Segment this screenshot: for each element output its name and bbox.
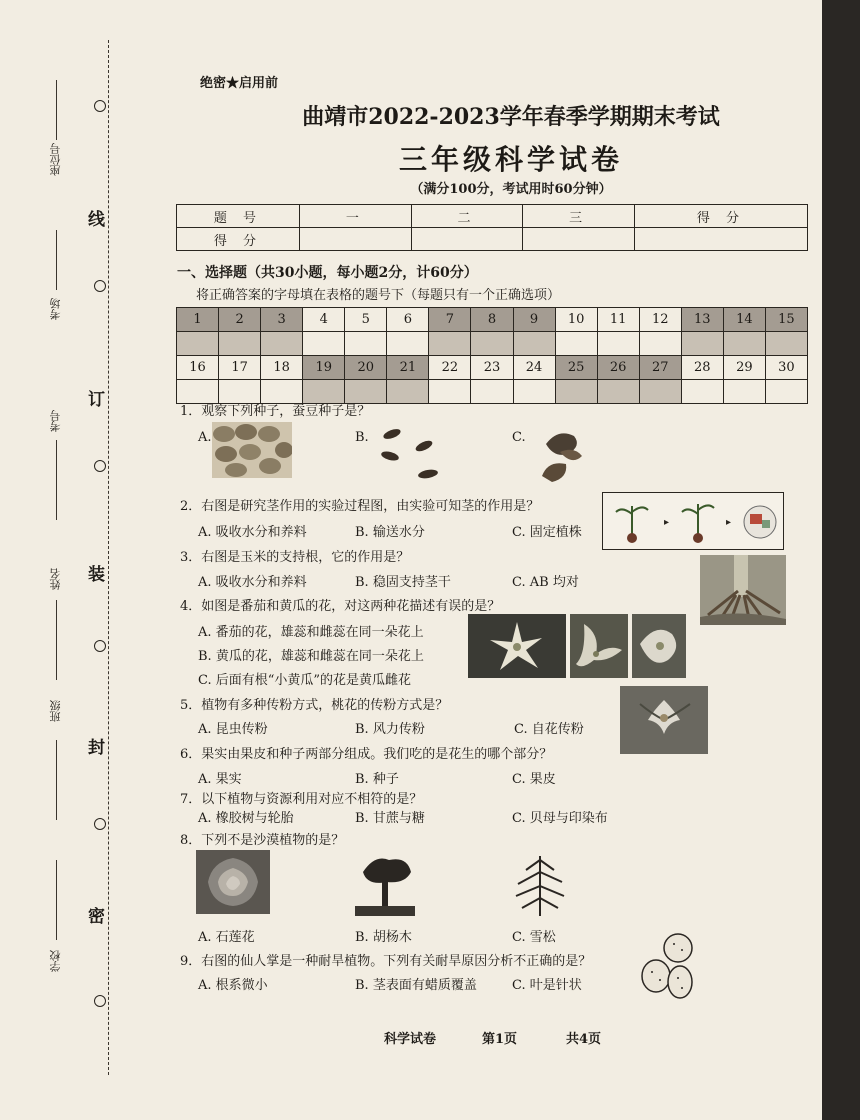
corn-prop-root-image	[700, 555, 786, 629]
score-table-score-row	[177, 228, 808, 251]
answer-cell[interactable]	[555, 332, 597, 356]
class-label: 班级	[49, 700, 62, 722]
answer-cell[interactable]	[723, 332, 765, 356]
answer-number: 27	[639, 356, 681, 380]
question-2: 2．右图是研究茎作用的实验过程图，由实验可知茎的作用是？	[180, 499, 540, 514]
binding-hole	[94, 100, 106, 112]
answer-cell[interactable]	[471, 380, 513, 404]
binding-char: 线	[88, 210, 105, 230]
score-table-cell: 三	[523, 205, 635, 228]
cucumber-flower-image	[570, 614, 628, 682]
class-field[interactable]	[56, 740, 57, 820]
answer-number-row	[177, 308, 808, 332]
binding-char: 装	[88, 565, 105, 585]
score-table-cell: 得 分	[635, 205, 808, 228]
binding-char: 订	[88, 390, 105, 410]
question-9: 9．右图的仙人掌是一种耐旱植物。下列有关耐旱原因分析不正确的是？	[180, 954, 592, 969]
answer-number: 25	[555, 356, 597, 380]
exam-number-field[interactable]	[56, 440, 57, 520]
answer-number: 28	[681, 356, 723, 380]
answer-number: 6	[387, 308, 429, 332]
seat-number-label: 座位号	[49, 143, 62, 176]
answer-number: 30	[765, 356, 807, 380]
option-c: C. 叶是针状	[512, 978, 582, 993]
seed-image-c	[538, 424, 588, 488]
answer-number: 10	[555, 308, 597, 332]
answer-cell[interactable]	[597, 332, 639, 356]
name-field[interactable]	[56, 600, 57, 680]
tomato-flower-image	[468, 614, 566, 682]
answer-number: 9	[513, 308, 555, 332]
answer-cell[interactable]	[261, 332, 303, 356]
answer-number: 16	[177, 356, 219, 380]
option-b: B. 稳固支持茎干	[355, 575, 451, 590]
option-a: A. 橡胶树与轮胎	[198, 811, 294, 826]
answer-number: 29	[723, 356, 765, 380]
score-entry-cell[interactable]	[523, 228, 635, 251]
question-6: 6．果实由果皮和种子两部分组成。我们吃的是花生的哪个部分？	[180, 747, 553, 762]
answer-number: 14	[723, 308, 765, 332]
answer-number: 23	[471, 356, 513, 380]
answer-number: 15	[765, 308, 807, 332]
footer-subject: 科学试卷	[384, 1032, 437, 1047]
option-b: B. 茎表面有蜡质覆盖	[355, 978, 477, 993]
binding-hole	[94, 460, 106, 472]
answer-table	[176, 307, 808, 404]
question-4: 4．如图是番茄和黄瓜的花，对这两种花描述有误的是？	[180, 599, 501, 614]
answer-cell[interactable]	[765, 380, 807, 404]
answer-cell[interactable]	[639, 332, 681, 356]
option-b: B. 输送水分	[355, 525, 425, 540]
broad-bean-seeds-image	[212, 422, 292, 482]
answer-number: 7	[429, 308, 471, 332]
answer-cell[interactable]	[555, 380, 597, 404]
section-title: 一、选择题（共30小题，每小题2分，计60分）	[177, 265, 478, 281]
scan-edge	[822, 0, 860, 1120]
footer-total: 共4页	[566, 1032, 602, 1047]
exam-number-label: 考号	[49, 410, 62, 432]
answer-cell[interactable]	[219, 332, 261, 356]
answer-number: 11	[597, 308, 639, 332]
answer-cell[interactable]	[345, 332, 387, 356]
answer-cell[interactable]	[723, 380, 765, 404]
option-c: C. 固定植株	[512, 525, 582, 540]
answer-number: 8	[471, 308, 513, 332]
score-table-cell: 二	[411, 205, 523, 228]
seat-number-field[interactable]	[56, 80, 57, 140]
option-c: C. 自花传粉	[514, 722, 584, 737]
option-b: B. 甘蔗与糖	[355, 811, 425, 826]
answer-number: 21	[387, 356, 429, 380]
stone-lotus-image	[196, 850, 270, 918]
answer-cell[interactable]	[471, 332, 513, 356]
score-table-cell: 得 分	[177, 228, 300, 251]
option-b: B. 风力传粉	[355, 722, 425, 737]
option-a: A.	[198, 430, 212, 445]
school-label: 学校	[49, 950, 62, 972]
answer-number: 3	[261, 308, 303, 332]
answer-cell[interactable]	[639, 380, 681, 404]
answer-cell[interactable]	[597, 380, 639, 404]
option-a: A. 石莲花	[198, 930, 255, 945]
score-entry-cell[interactable]	[411, 228, 523, 251]
cedar-tree-image	[508, 850, 572, 922]
answer-cell[interactable]	[177, 332, 219, 356]
option-b: B. 黄瓜的花，雄蕊和雌蕊在同一朵花上	[198, 649, 424, 664]
question-5: 5．植物有多种传粉方式，桃花的传粉方式是？	[180, 698, 449, 713]
answer-number-row	[177, 356, 808, 380]
section-instruction: 将正确答案的字母填在表格的题号下（每题只有一个正确选项）	[196, 288, 561, 303]
answer-cell[interactable]	[513, 332, 555, 356]
option-a: A. 昆虫传粉	[198, 722, 268, 737]
answer-number: 12	[639, 308, 681, 332]
name-label: 姓名	[49, 568, 62, 590]
option-a: A. 吸收水分和养料	[198, 575, 307, 590]
stem-experiment-diagram	[602, 492, 784, 554]
question-8: 8．下列不是沙漠植物的是？	[180, 833, 345, 848]
score-entry-cell[interactable]	[635, 228, 808, 251]
answer-cell[interactable]	[681, 332, 723, 356]
svg-text:▸: ▸	[726, 517, 732, 528]
answer-number: 17	[219, 356, 261, 380]
answer-number: 19	[303, 356, 345, 380]
footer-page: 第1页	[482, 1032, 518, 1047]
answer-number: 24	[513, 356, 555, 380]
option-c: C.	[512, 430, 526, 445]
question-3: 3．右图是玉米的支持根，它的作用是？	[180, 550, 410, 565]
option-b: B. 种子	[355, 772, 399, 787]
answer-cell[interactable]	[513, 380, 555, 404]
score-table-header-row	[177, 205, 808, 228]
question-7: 7．以下植物与资源利用对应不相符的是？	[180, 792, 423, 807]
option-b: B.	[355, 430, 369, 445]
binding-hole	[94, 640, 106, 652]
binding-char: 封	[88, 738, 105, 758]
score-entry-cell[interactable]	[300, 228, 412, 251]
answer-cell[interactable]	[303, 332, 345, 356]
cactus-image	[636, 930, 698, 1010]
score-table-cell: 一	[300, 205, 412, 228]
exam-subject-title: 三年级科学试卷	[398, 143, 623, 176]
school-field[interactable]	[56, 860, 57, 940]
exam-room-label: 考场	[49, 298, 62, 320]
binding-hole	[94, 280, 106, 292]
binding-hole	[94, 995, 106, 1007]
option-b: B. 胡杨木	[355, 930, 412, 945]
answer-number: 4	[303, 308, 345, 332]
answer-number: 20	[345, 356, 387, 380]
svg-text:▸: ▸	[664, 517, 670, 528]
answer-number: 2	[219, 308, 261, 332]
answer-cell[interactable]	[765, 332, 807, 356]
answer-number: 22	[429, 356, 471, 380]
populus-euphratica-image	[355, 852, 415, 920]
score-table	[176, 204, 808, 251]
option-a: A. 吸收水分和养料	[198, 525, 307, 540]
answer-cell[interactable]	[387, 332, 429, 356]
answer-cell[interactable]	[387, 380, 429, 404]
confidential-mark: 绝密★启用前	[200, 76, 279, 91]
option-c: C. 果皮	[512, 772, 556, 787]
binding-hole	[94, 818, 106, 830]
answer-number: 5	[345, 308, 387, 332]
answer-number: 26	[597, 356, 639, 380]
cucumber-female-flower-image	[632, 614, 686, 682]
option-c: C. AB 均对	[512, 575, 579, 590]
answer-number: 1	[177, 308, 219, 332]
answer-cell[interactable]	[681, 380, 723, 404]
answer-entry-row	[177, 332, 808, 356]
question-1: 1．观察下列种子，蚕豆种子是？	[180, 404, 371, 419]
seed-image-b	[376, 424, 444, 488]
exam-title: 曲靖市2022-2023学年春季学期期末考试	[302, 104, 720, 130]
option-c: C. 贝母与印染布	[512, 811, 608, 826]
answer-cell[interactable]	[429, 380, 471, 404]
score-table-cell: 题 号	[177, 205, 300, 228]
peach-blossom-image	[620, 686, 708, 758]
exam-room-field[interactable]	[56, 230, 57, 290]
answer-number: 18	[261, 356, 303, 380]
option-c: C. 雪松	[512, 930, 556, 945]
answer-cell[interactable]	[429, 332, 471, 356]
answer-number: 13	[681, 308, 723, 332]
binding-char: 密	[88, 907, 105, 927]
option-a: A. 果实	[198, 772, 242, 787]
option-a: A. 根系微小	[198, 978, 268, 993]
exam-info: （满分100分，考试用时60分钟）	[410, 182, 612, 197]
option-c: C. 后面有根“小黄瓜”的花是黄瓜雌花	[198, 673, 412, 688]
option-a: A. 番茄的花，雄蕊和雌蕊在同一朵花上	[198, 625, 424, 640]
binding-line	[108, 40, 109, 1075]
